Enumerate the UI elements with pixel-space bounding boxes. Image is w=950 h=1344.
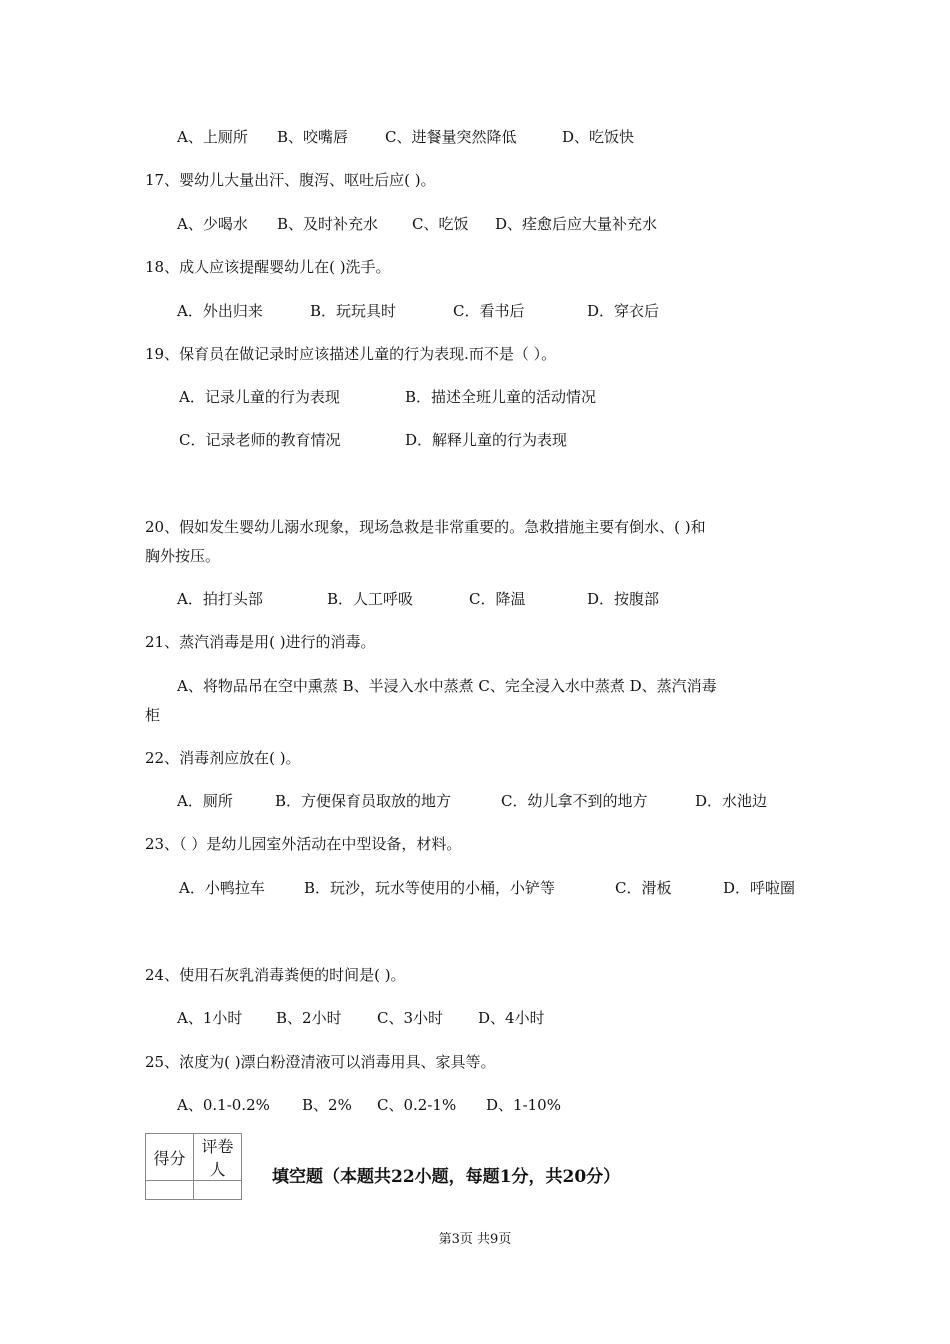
q24-option-a: A、1小时 xyxy=(177,1009,243,1027)
q22-stem: 22、消毒剂应放在( )。 xyxy=(145,749,301,767)
q17-option-c: C、吃饭 xyxy=(412,215,469,233)
q25-option-b: B、2% xyxy=(302,1096,352,1114)
q24-option-d: D、4小时 xyxy=(478,1009,545,1027)
q25-option-c: C、0.2-1% xyxy=(377,1096,457,1114)
grader-header: 评卷人 xyxy=(194,1134,242,1181)
q20-option-d: D．按腹部 xyxy=(587,590,660,608)
q16-option-c: C、进餐量突然降低 xyxy=(385,128,517,146)
q22-option-c: C．幼儿拿不到的地方 xyxy=(501,792,648,810)
q21-options-line1: A、将物品吊在空中熏蒸 B、半浸入水中蒸煮 C、完全浸入水中蒸煮 D、蒸汽消毒 xyxy=(177,677,717,695)
q17-option-d: D、痊愈后应大量补充水 xyxy=(495,215,658,233)
grader-cell xyxy=(194,1181,242,1200)
q18-option-c: C．看书后 xyxy=(453,302,525,320)
q16-option-a: A、上厕所 xyxy=(177,128,248,146)
section-title: 填空题（本题共22小题，每题1分，共20分） xyxy=(272,1167,621,1187)
q19-option-c: C．记录老师的教育情况 xyxy=(179,431,341,449)
q23-stem: 23、（ ）是幼儿园室外活动在中型设备，材料。 xyxy=(145,835,462,853)
q20-stem-line2: 胸外按压。 xyxy=(145,547,221,565)
q25-option-d: D、1-10% xyxy=(486,1096,561,1114)
q23-option-a: A．小鸭拉车 xyxy=(179,879,265,897)
q21-options-line2: 柜 xyxy=(145,706,161,724)
q19-stem: 19、保育员在做记录时应该描述儿童的行为表现.而不是（ ）。 xyxy=(145,345,557,363)
q23-option-c: C．滑板 xyxy=(615,879,672,897)
q17-stem: 17、婴幼儿大量出汗、腹泻、呕吐后应( )。 xyxy=(145,171,436,189)
q22-option-d: D．水池边 xyxy=(695,792,768,810)
q18-option-a: A．外出归来 xyxy=(177,302,263,320)
q22-option-a: A．厕所 xyxy=(177,792,233,810)
q19-option-a: A．记录儿童的行为表现 xyxy=(179,388,340,406)
q16-option-b: B、咬嘴唇 xyxy=(277,128,349,146)
q25-option-a: A、0.1-0.2% xyxy=(177,1096,270,1114)
q20-stem-line1: 20、假如发生婴幼儿溺水现象，现场急救是非常重要的。急救措施主要有倒水、( )和 xyxy=(145,518,706,536)
q20-option-c: C．降温 xyxy=(469,590,526,608)
q23-option-b: B．玩沙，玩水等使用的小桶，小铲等 xyxy=(304,879,556,897)
q24-stem: 24、使用石灰乳消毒粪便的时间是( )。 xyxy=(145,966,406,984)
q22-option-b: B．方便保育员取放的地方 xyxy=(275,792,452,810)
q20-option-b: B．人工呼吸 xyxy=(327,590,414,608)
q17-option-a: A、少喝水 xyxy=(177,215,248,233)
q18-stem: 18、成人应该提醒婴幼儿在( )洗手。 xyxy=(145,258,391,276)
q23-option-d: D．呼啦圈 xyxy=(723,879,796,897)
q20-option-a: A．拍打头部 xyxy=(177,590,263,608)
page-footer: 第3页 共9页 xyxy=(438,1232,512,1247)
q24-option-b: B、2小时 xyxy=(276,1009,342,1027)
q18-option-d: D．穿衣后 xyxy=(587,302,660,320)
q21-stem: 21、蒸汽消毒是用( )进行的消毒。 xyxy=(145,633,376,651)
score-table xyxy=(145,1133,242,1200)
score-cell xyxy=(146,1181,194,1200)
q24-option-c: C、3小时 xyxy=(377,1009,444,1027)
q19-option-b: B．描述全班儿童的活动情况 xyxy=(405,388,597,406)
q25-stem: 25、浓度为( )漂白粉澄清液可以消毒用具、家具等。 xyxy=(145,1053,496,1071)
q17-option-b: B、及时补充水 xyxy=(277,215,379,233)
q19-option-d: D．解释儿童的行为表现 xyxy=(405,431,568,449)
score-header: 得分 xyxy=(146,1134,194,1181)
q16-option-d: D、吃饭快 xyxy=(562,128,635,146)
q18-option-b: B．玩玩具时 xyxy=(310,302,397,320)
